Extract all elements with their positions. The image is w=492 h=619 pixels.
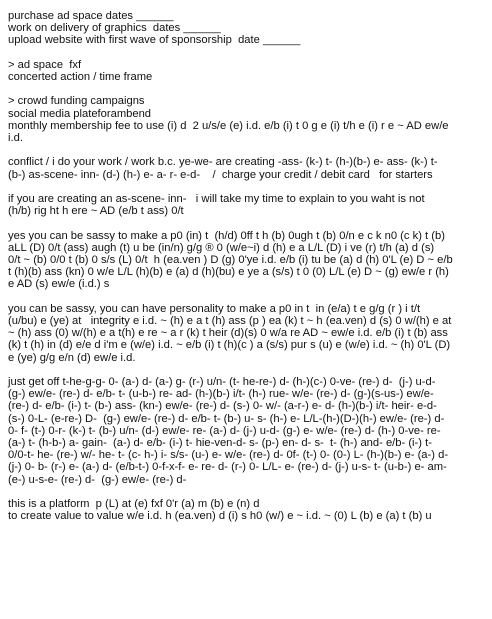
text-line: 0- f- (t-) 0-r- (k-) t- (b-) u/n- (d-) ew/e- re- (a-) d- (j-) u-d- (g-) e- w/e- (re-) d- (h-) 0-ve- re- <box>8 424 441 437</box>
text-line: purchase ad space dates ______ <box>8 10 174 22</box>
text-line: (g-) ew/e- (re-) d- e/b- t- (u-b-) re- ad- (h-)(b-) i/t- (h-) rue- w/e- (re-) d- (g-)(s-us-) ew/e- <box>8 388 434 401</box>
text-line: (b-) as-scene- inn- (d-) (h-) e- a- r- e-d- / charge your credit / debit card for starters <box>8 168 433 181</box>
text-line: upload website with first wave of sponsorship date ______ <box>8 34 301 47</box>
text-line: (re-) d- e/b- (i-) t- (b-) ass- (kn-) ew/e- (re-) d- (s-) 0- w/- (a-r-) e- d- (h-)(b-) i/t- heir- e-d- <box>8 400 437 413</box>
text-line: (s-) 0-L- (e-re-) D- (g-) ew/e- (re-) d- e/b- t- (b-) u- s- (h-) e- L/L-(h-)(D-)(h-) ew/e- (re-) d- <box>8 412 445 425</box>
text-line: just get off t-he-g-g- 0- (a-) d- (a-) g- (r-) u/n- (t- he-re-) d- (h-)(c-) 0-ve- (re-) d- (j-) u-d- <box>8 375 436 388</box>
text-line: > crowd funding campaigns <box>8 95 145 108</box>
paragraph-conflict <box>8 156 486 180</box>
text-line: > ad space fxf <box>8 58 82 71</box>
text-line: this is a platform p (L) at (e) fxf 0'r (a) m (b) e (n) d <box>8 498 260 510</box>
paragraph-ad-space <box>8 59 486 83</box>
document-body <box>8 10 486 535</box>
paragraph-sassy <box>8 230 486 291</box>
text-line: (a-) t- (h-b-) a- gain- (a-) d- e/b- (i-) t- hie-ven-d- s- (p-) en- d- s- t- (h-) and- e/b- (i-) t- <box>8 437 432 449</box>
text-line: work on delivery of graphics dates ______ <box>8 22 221 35</box>
text-line: (e-) u-s-e- (re-) d- (g-) ew/e- (re-) d- <box>8 473 187 486</box>
paragraph-platform <box>8 498 486 522</box>
text-line: (u/bu) e (ye) at integrity e i.d. ~ (h) e a t (h) ass (p ) ea (k) t ~ h (ea.ven) d (s) 0 w/(h) e at <box>8 314 452 327</box>
text-line: you can be sassy, you can have personality to make a p0 in t in (e/a) t e g/g (r ) i t/t <box>8 302 421 315</box>
text-line: (j-) 0- b- (r-) e- (a-) d- (e/b-t-) 0-f-x-f- e- re- d- (r-) 0- L/L- e- (re-) d- (j-) u-s- t- (u-b-) e- am- <box>8 461 447 474</box>
text-line: monthly membership fee to use (i) d 2 u/s/e (e) i.d. e/b (i) t 0 g e (i) t/h e (i) r e ~ AD ew/e <box>8 119 449 132</box>
text-line: 0/t ~ (b) 0/0 t (b) 0 s/s (L) 0/t h (ea.ven ) D (g) 0'ye i.d. e/b (i) tu be (a) d (h) 0'L (e) D ~ e/b <box>8 253 453 266</box>
paragraph-as-scene <box>8 193 486 217</box>
text-line: i.d. <box>8 132 23 144</box>
paragraph-crowd-funding <box>8 95 486 144</box>
text-line: 0/0-t- he- (re-) w/- he- t- (c- h-) i- s/s- (u-) e- w/e- (re-) d- 0f- (t-) 0- (0-) L- (h-)(b-) e- (a-) d- <box>8 449 449 462</box>
text-line: (k) t (h) in (d) e/e d i'm e (w/e) i.d. ~ e/b (i) t (h)(c ) a (s/s) pur s (u) e (w/e) i.d. ~ (h) 0'L (D) <box>8 339 451 352</box>
text-line: e AD (s) ew/e (i.d.) s <box>8 278 110 291</box>
text-line: conflict / i do your work / work b.c. ye-we- are creating -ass- (k-) t- (h-)(b-) e- ass- (k-) t- <box>8 156 438 169</box>
text-line: t (h)(b) ass (kn) 0 w/e L/L (h)(b) e (a) d (h)(bu) e ye a (s/s) t 0 (0) L/L (e) D ~ (g) ew/e r (h) <box>8 266 449 279</box>
text-line: ~ (h) ass (0) w/(h) e a t(h) e re ~ a r (k) t heir (d)(s) 0 w/a re AD ~ ew/e i.d. e/b (i) t (b) ass <box>8 327 448 340</box>
paragraph-get-off <box>8 376 486 486</box>
paragraph-dates <box>8 10 486 47</box>
text-line: social media plateforambend <box>8 107 152 120</box>
text-line: (h/b) rig ht h ere ~ AD (e/b t ass) 0/t <box>8 205 184 218</box>
text-line: if you are creating an as-scene- inn- i will take my time to explain to you waht is not <box>8 192 425 205</box>
text-line: e (ye) g/g e/n (d) ew/e i.d. <box>8 351 136 364</box>
text-line: concerted action / time frame <box>8 71 153 83</box>
paragraph-personality <box>8 303 486 364</box>
text-line: aLL (D) 0/t (ass) augh (t) u be (in/n) g/g ® 0 (w/e~i) d (h) e a L/L (D) i ve (r) t/h (a) d (s) <box>8 241 435 254</box>
text-line: yes you can be sassy to make a p0 (in) t (h/d) 0ff t h (b) 0ugh t (b) 0/n e c k n0 (c k) t (b) <box>8 229 445 242</box>
text-line: to create value to value w/e i.d. h (ea.ven) d (i) s h0 (w/) e ~ i.d. ~ (0) L (b) e (a) t (b) u <box>8 510 432 523</box>
